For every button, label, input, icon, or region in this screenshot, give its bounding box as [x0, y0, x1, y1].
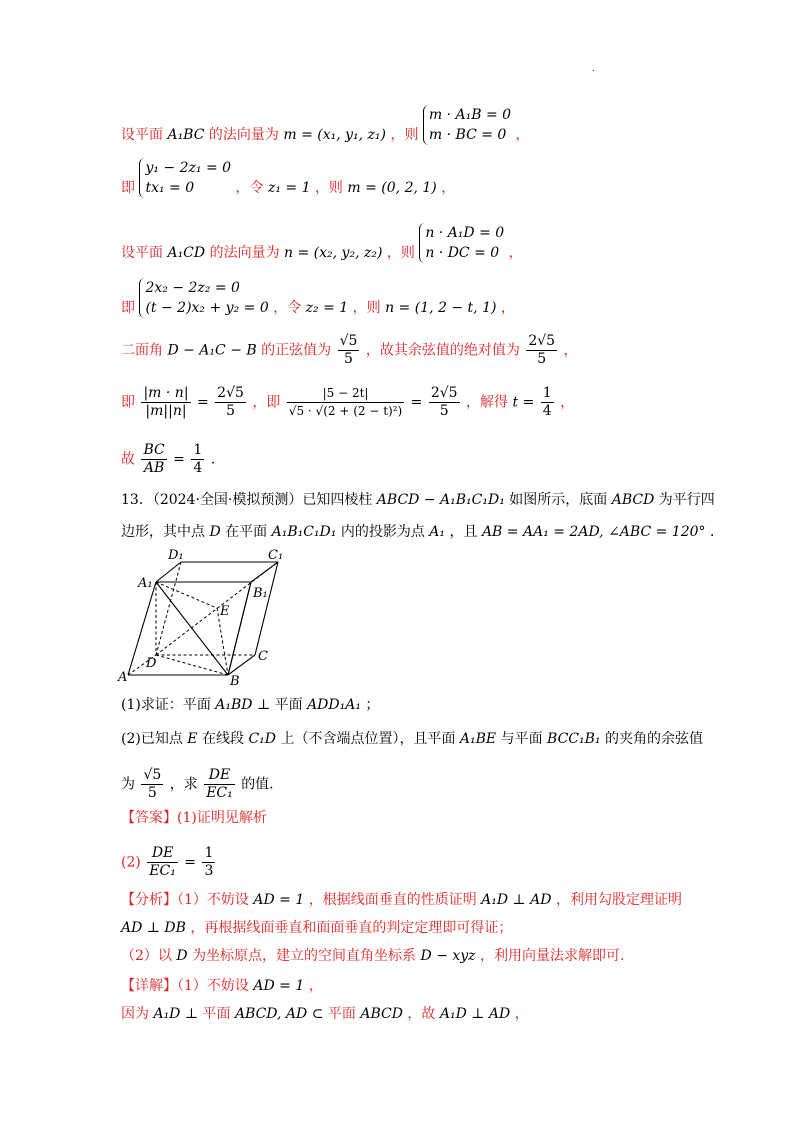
label-D: D	[146, 656, 157, 671]
math: AD = 1	[253, 978, 305, 994]
text: .	[210, 451, 216, 468]
text: 即	[121, 180, 135, 196]
text: ，利用勾股定理证明	[555, 892, 682, 908]
label-D1: D₁	[168, 548, 184, 563]
math: A₁BD ⊥	[215, 697, 271, 713]
analysis-line-2	[121, 918, 512, 938]
text: ，则	[390, 127, 419, 143]
text: 13．（2024·全国·模拟预测）已知四棱柱	[121, 492, 373, 508]
math: n = (1, 2 − t, 1)	[385, 300, 497, 316]
text: 如图所示，底面	[509, 492, 608, 508]
text: 的夹角的余弦值	[604, 731, 703, 747]
fraction	[141, 442, 166, 477]
text: 因为	[121, 1006, 149, 1022]
denominator: 3	[204, 863, 214, 879]
text: ；	[365, 697, 380, 713]
text: 设平面	[121, 245, 163, 261]
math: ABCD − A₁B₁C₁D₁	[376, 492, 505, 508]
math: AD = 1	[253, 892, 305, 908]
fraction	[191, 442, 204, 477]
text: 边形，其中点	[121, 524, 205, 540]
answer-line-2	[121, 845, 217, 880]
equation: n · A₁D = 0	[425, 225, 505, 241]
label-A1: A₁	[138, 576, 153, 591]
math: D − xyz	[420, 948, 476, 964]
text: 即	[121, 300, 135, 316]
text: (2)	[121, 854, 141, 871]
text: ，根据线面垂直的性质证明	[308, 892, 477, 908]
equals: =	[184, 854, 197, 871]
denominator: 5	[147, 785, 157, 801]
detail-tag: 【详解】	[121, 978, 177, 994]
numerator: √5	[143, 767, 162, 783]
solution-line-4	[121, 280, 515, 328]
text: ，	[515, 127, 530, 143]
text: ，故其余弦值的绝对值为	[365, 342, 520, 359]
label-E: E	[220, 604, 230, 619]
analysis-line-1	[121, 890, 682, 910]
math: A₁B₁C₁D₁	[271, 524, 337, 540]
text: 的法向量为	[209, 245, 280, 261]
equation: 2x₂ − 2z₂ = 0	[145, 280, 240, 296]
text: ，	[560, 394, 575, 411]
page-mark: .	[592, 64, 595, 73]
math: D	[209, 524, 221, 540]
label-C1: C₁	[268, 548, 284, 563]
denominator: EC₁	[149, 863, 176, 879]
equation-system	[423, 105, 511, 145]
solution-line-1	[121, 107, 530, 155]
text: 的正弦值为	[261, 342, 332, 359]
numerator: 1	[193, 442, 203, 458]
text: ，再根据线面垂直和面面垂直的判定定理即可得证；	[190, 920, 513, 936]
denominator: AB	[143, 460, 165, 476]
text: ，故	[407, 1006, 436, 1022]
label-C: C	[258, 649, 268, 664]
solution-line-5	[121, 333, 578, 368]
text: ，则	[352, 300, 381, 316]
math: ABCD, AD ⊂	[234, 1006, 324, 1022]
text: ，	[508, 245, 523, 261]
math: AB = AA₁ = 2AD, ∠ABC = 120°	[481, 524, 706, 540]
fraction	[429, 385, 460, 420]
text: 设平面	[121, 127, 163, 143]
text: 平面	[202, 1006, 231, 1022]
numerator: 2√5	[430, 385, 458, 401]
equation: m · BC = 0	[428, 127, 507, 143]
analysis-tag: 【分析】	[121, 892, 177, 908]
math: m = (x₁, y₁, z₁)	[283, 127, 386, 143]
numerator: √5	[339, 333, 358, 349]
text: ，则	[386, 245, 415, 261]
text: （2）以	[121, 948, 172, 964]
math: z₂ = 1	[305, 300, 349, 316]
denominator: |m||n|	[145, 403, 187, 419]
text: (2)已知点	[121, 731, 183, 747]
text: 在平面	[225, 524, 268, 540]
numerator: 1	[542, 385, 552, 401]
denominator: 5	[439, 403, 449, 419]
numerator: 2√5	[528, 333, 556, 349]
math: n = (x₂, y₂, z₂)	[284, 245, 383, 261]
text: ，令	[273, 300, 302, 316]
text: ，且	[449, 524, 478, 540]
denominator: 4	[542, 403, 552, 419]
math: A₁BE	[459, 731, 497, 747]
solution-line-3	[121, 225, 523, 273]
equation: y₁ − 2z₁ = 0	[145, 160, 232, 176]
math: D − A₁C − B	[167, 342, 257, 359]
label-B: B	[230, 674, 240, 689]
math: A₁D ⊥ AD	[481, 892, 552, 908]
equals: =	[173, 451, 185, 468]
fraction	[287, 385, 404, 420]
text: 平面	[327, 1006, 356, 1022]
math: AD ⊥ DB	[121, 920, 186, 936]
question-1	[121, 695, 379, 715]
text: 为平行四	[658, 492, 715, 508]
numerator: |m · n|	[143, 385, 189, 401]
label-B1: B₁	[253, 586, 268, 601]
text: 与平面	[500, 731, 543, 747]
math: A₁CD	[167, 245, 206, 261]
math: A₁	[429, 524, 446, 540]
text: ．	[709, 524, 724, 540]
prism-figure	[118, 545, 284, 689]
math: A₁D ⊥	[153, 1006, 199, 1022]
math: A₁D ⊥ AD	[439, 1006, 511, 1022]
equation: m · A₁B = 0	[428, 107, 512, 123]
text: 内的投影为点	[340, 524, 425, 540]
text: （1）不妨设	[177, 892, 249, 908]
text: 即	[121, 394, 135, 411]
denominator: 5	[226, 403, 235, 419]
math: ABCD	[611, 492, 655, 508]
detail-line-1	[121, 976, 323, 996]
text: (1)证明见解析	[177, 810, 267, 826]
text: ，令	[235, 180, 264, 196]
text: ，	[514, 1006, 529, 1022]
text: ，即	[252, 394, 281, 411]
math: ABCD	[360, 1006, 403, 1022]
fraction	[215, 385, 246, 420]
text: 为坐标原点，建立的空间直角坐标系	[192, 948, 417, 964]
equation-system	[139, 158, 231, 198]
text: ，	[563, 342, 578, 359]
numerator: BC	[143, 442, 165, 458]
denominator: 5	[344, 351, 353, 367]
problem-line-2	[121, 522, 724, 542]
math: m = (0, 2, 1)	[347, 180, 437, 196]
question-2	[121, 729, 703, 749]
text: 的值.	[241, 776, 274, 793]
denominator: √5 · √(2 + (2 − t)²)	[288, 404, 403, 418]
math: ADD₁A₁	[307, 697, 361, 713]
question-2-continued	[121, 767, 274, 802]
text: ，解得	[466, 394, 509, 411]
analysis-line-3	[121, 946, 624, 966]
answer-tag: 【答案】	[121, 810, 177, 826]
denominator: 4	[193, 460, 203, 476]
solution-line-7	[121, 442, 215, 477]
denominator: EC₁	[206, 785, 233, 801]
answer-line-1	[121, 808, 267, 828]
text: 上（不含端点位置），且平面	[280, 731, 456, 747]
text: 的法向量为	[208, 127, 279, 143]
fraction	[526, 333, 557, 368]
text: ，	[441, 180, 456, 196]
solution-line-2	[121, 160, 456, 208]
detail-line-2	[121, 1004, 529, 1024]
text: ，则	[314, 180, 343, 196]
text: 故	[121, 451, 135, 468]
equation-system	[139, 278, 268, 318]
numerator: 1	[204, 845, 214, 861]
equation: (t − 2)x₂ + y₂ = 0	[145, 300, 269, 316]
fraction	[541, 385, 554, 420]
fraction	[338, 333, 360, 368]
text: （1）不妨设	[177, 978, 249, 994]
text: ，利用向量法求解即可.	[480, 948, 625, 964]
fraction	[141, 767, 163, 802]
math: t =	[512, 394, 535, 411]
math: D	[176, 948, 188, 964]
math: E	[187, 731, 198, 747]
fraction	[202, 845, 215, 880]
text: ，求	[169, 776, 198, 793]
equation: tx₁ = 0	[145, 180, 195, 196]
problem-line-1	[121, 490, 715, 510]
math: z₁ = 1	[267, 180, 311, 196]
text: ，	[308, 978, 323, 994]
math: C₁D	[248, 731, 276, 747]
equation-system	[419, 223, 504, 263]
text: 为	[121, 776, 135, 793]
math: A₁BC	[167, 127, 205, 143]
fraction	[147, 845, 178, 880]
equals: =	[410, 394, 423, 411]
denominator: 5	[537, 351, 547, 367]
text: 二面角	[121, 342, 163, 359]
numerator: 2√5	[217, 385, 244, 401]
text: ，	[500, 300, 515, 316]
equals: =	[196, 394, 209, 411]
label-A: A	[118, 670, 128, 685]
fraction	[204, 767, 235, 802]
numerator: |5 − 2t|	[287, 385, 404, 403]
text: 平面	[274, 697, 303, 713]
numerator: DE	[147, 845, 178, 863]
fraction	[141, 385, 190, 420]
text: 在线段	[201, 731, 244, 747]
math: BCC₁B₁	[547, 731, 601, 747]
text: (1)求证：平面	[121, 697, 211, 713]
numerator: DE	[204, 767, 235, 785]
solution-line-6	[121, 385, 574, 420]
equation: n · DC = 0	[425, 245, 500, 261]
